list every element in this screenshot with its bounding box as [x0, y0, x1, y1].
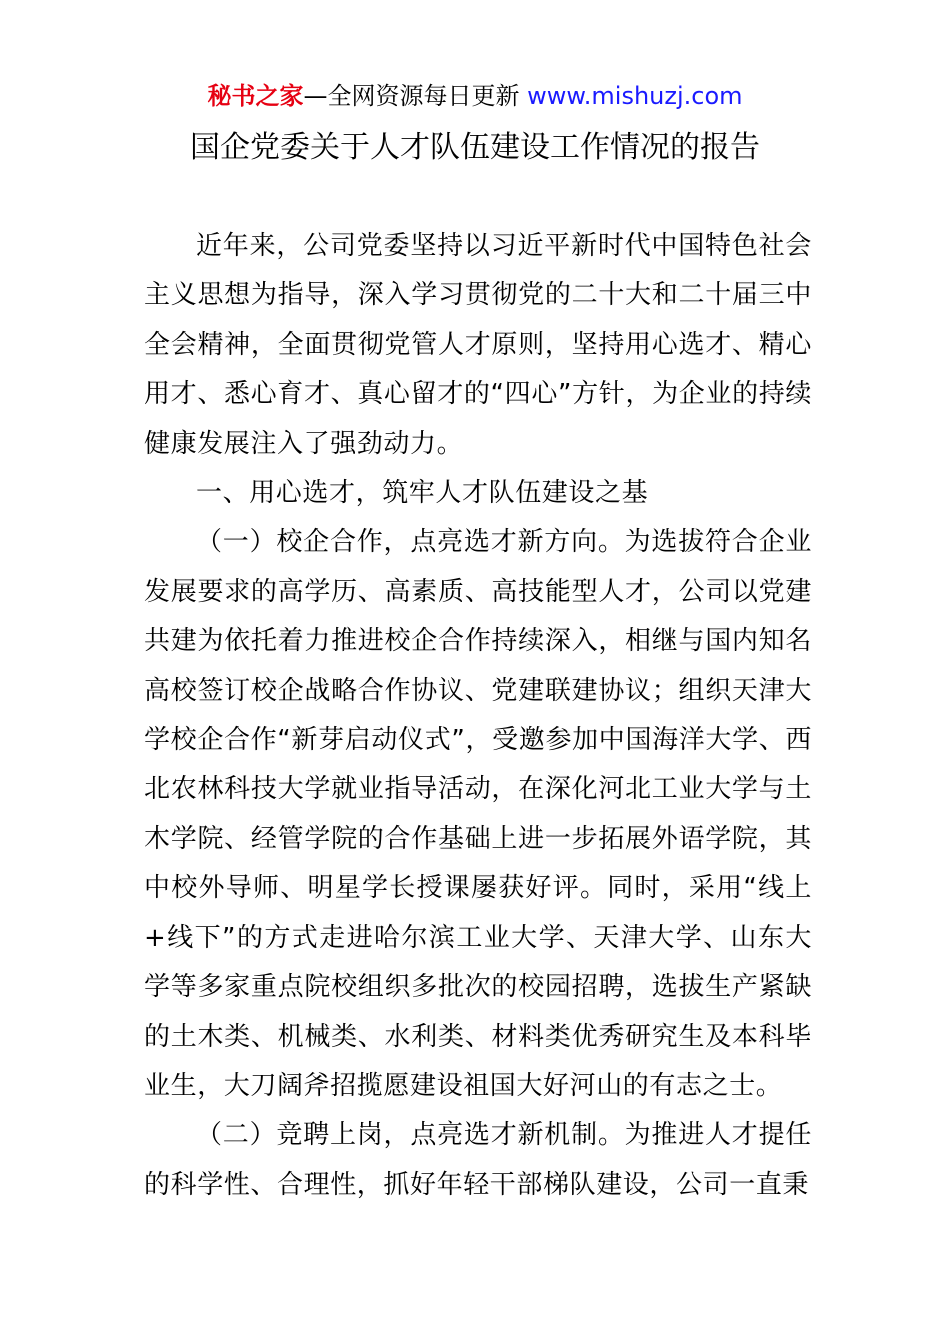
- site-banner: [0, 80, 950, 112]
- paragraph-1-1: （一）校企合作，点亮选才新方向。为选拔符合企业发展要求的高学历、高素质、高技能型人才，公司以党建共建为依托着力推进校企合作持续深入，相继与国内知名高校签订校企战略合作协议、党建联建协议；组织天津大学校企合作“新芽启动仪式”，受邀参加中国海洋大学、西北农林科技大学就业指导活动，在深化河北工业大学与土木学院、经管学院的合作基础上进一步拓展外语学院，其中校外导师、明星学长授课屡获好评。同时，采用“线上+线下”的方式走进哈尔滨工业大学、天津大学、山东大学等多家重点院校组织多批次的校园招聘，选拔生产紧缺的土木类、机械类、水利类、材料类优秀研究生及本科毕业生，大刀阔斧招揽愿建设祖国大好河山的有志之士。: [144, 527, 812, 1101]
- paragraph-1-2: （二）竞聘上岗，点亮选才新机制。为推进人才提任的科学性、合理性，抓好年轻干部梯队建设，公司一直秉: [144, 1120, 812, 1200]
- site-url-link[interactable]: www.mishuzj.com: [527, 82, 743, 110]
- section-heading-1: 一、用心选才，筑牢人才队伍建设之基: [196, 478, 649, 509]
- site-tagline: —全网资源每日更新: [303, 82, 528, 110]
- document-title: 国企党委关于人才队伍建设工作情况的报告: [190, 130, 760, 165]
- paragraph-intro: 近年来，公司党委坚持以习近平新时代中国特色社会主义思想为指导，深入学习贯彻党的二十大和二十届三中全会精神，全面贯彻党管人才原则，坚持用心选才、精心用才、悉心育才、真心留才的“四心”方针，为企业的持续健康发展注入了强劲动力。: [144, 231, 812, 459]
- document-body: [144, 222, 812, 1210]
- site-brand: 秘书之家: [207, 82, 304, 110]
